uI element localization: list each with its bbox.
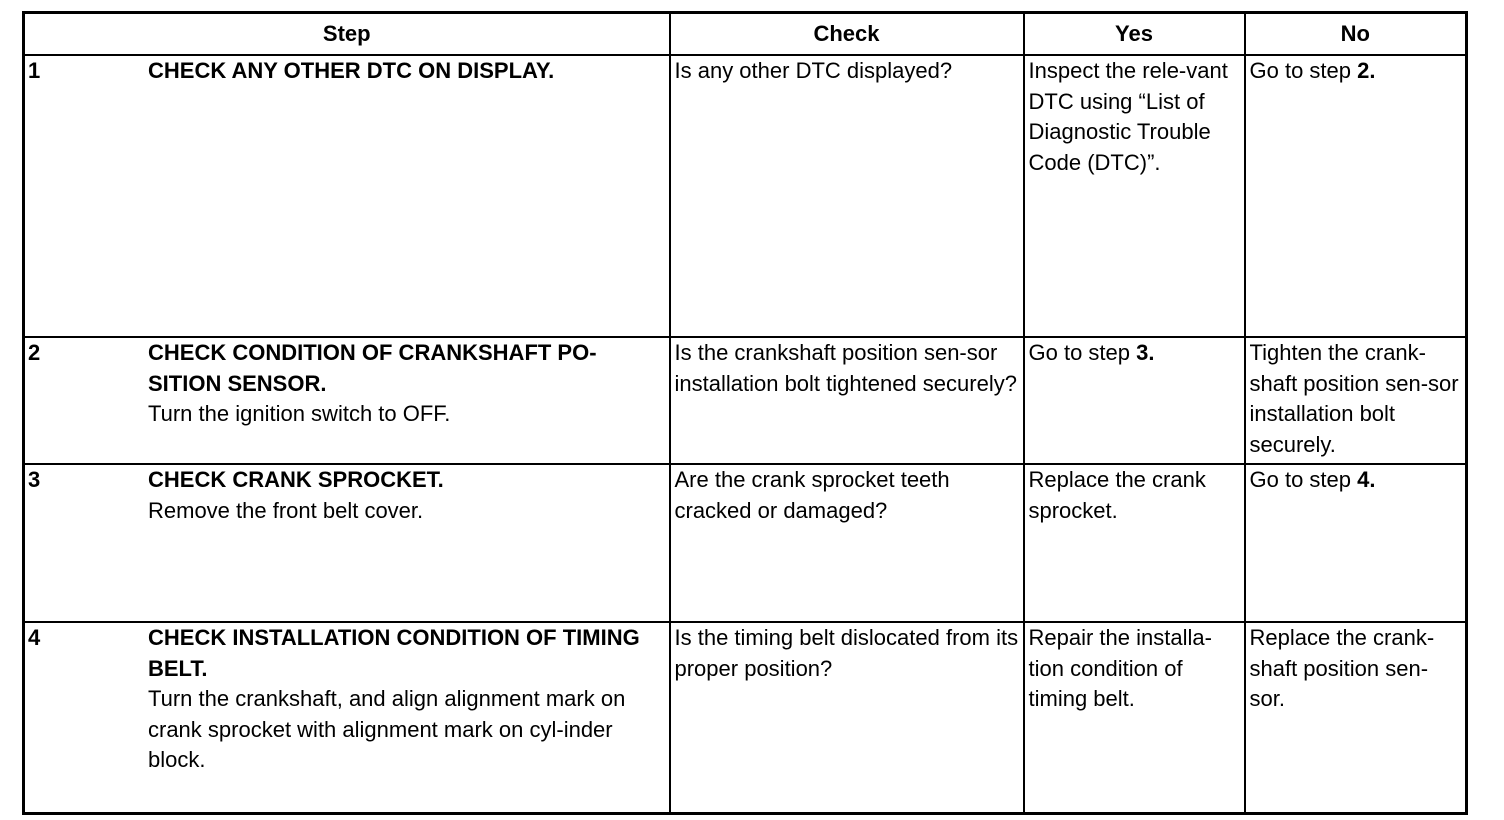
step-instruction: Remove the front belt cover. bbox=[148, 497, 424, 523]
check-text: Is any other DTC displayed? bbox=[674, 58, 953, 83]
step-number: 2 bbox=[28, 340, 41, 365]
step-instruction: Turn the crankshaft, and align alignment mark on crank sprocket with alignment mark on cyl-inder block. bbox=[148, 686, 626, 772]
yes-cell bbox=[1024, 337, 1245, 464]
step-action: CHECK CRANK SPROCKET. bbox=[148, 467, 444, 492]
no-cell bbox=[1245, 622, 1467, 813]
no-text: Tighten the crank-shaft position sen-sor installation bolt securely. bbox=[1249, 340, 1459, 457]
no-text bbox=[1246, 56, 1466, 87]
check-text: Is the timing belt dislocated from its proper position? bbox=[674, 625, 1019, 681]
no-text bbox=[1246, 465, 1466, 496]
check-cell bbox=[670, 622, 1024, 813]
step-cell bbox=[24, 337, 670, 464]
no-cell bbox=[1245, 464, 1467, 622]
yes-cell bbox=[1024, 464, 1245, 622]
yes-prefix: Go to step bbox=[1028, 340, 1137, 365]
step-cell bbox=[24, 464, 670, 622]
step-number: 4 bbox=[28, 625, 41, 650]
yes-text bbox=[1025, 338, 1244, 369]
yes-step-ref: 3. bbox=[1136, 340, 1155, 365]
yes-text: Inspect the rele-vant DTC using “List of Diagnostic Trouble Code (DTC)”. bbox=[1028, 58, 1228, 175]
table-row bbox=[24, 337, 1467, 464]
header-no: No bbox=[1245, 13, 1467, 56]
check-cell bbox=[670, 464, 1024, 622]
no-prefix: Go to step bbox=[1249, 467, 1358, 492]
step-instruction: Turn the ignition switch to OFF. bbox=[148, 401, 451, 426]
no-step-ref: 4. bbox=[1357, 467, 1376, 492]
header-step: Step bbox=[24, 13, 670, 56]
header-row bbox=[24, 13, 1467, 56]
no-step-ref: 2. bbox=[1357, 58, 1376, 83]
header-yes: Yes bbox=[1024, 13, 1245, 56]
yes-cell bbox=[1024, 55, 1245, 337]
step-action: CHECK CONDITION OF CRANKSHAFT PO-SITION SENSOR. bbox=[148, 340, 597, 396]
check-text: Is the crankshaft position sen-sor installation bolt tightened securely? bbox=[674, 340, 1017, 396]
yes-cell bbox=[1024, 622, 1245, 813]
diagnostic-table bbox=[22, 11, 1468, 815]
header-check: Check bbox=[670, 13, 1024, 56]
table-row bbox=[24, 55, 1467, 337]
no-cell bbox=[1245, 55, 1467, 337]
yes-text: Replace the crank sprocket. bbox=[1028, 467, 1206, 523]
step-cell bbox=[24, 622, 670, 813]
table-row bbox=[24, 622, 1467, 813]
check-cell bbox=[670, 55, 1024, 337]
no-prefix: Go to step bbox=[1249, 58, 1358, 83]
no-text: Replace the crank-shaft position sen-sor. bbox=[1249, 625, 1435, 711]
step-cell bbox=[24, 55, 670, 337]
check-text: Are the crank sprocket teeth cracked or damaged? bbox=[674, 467, 950, 523]
table-row bbox=[24, 464, 1467, 622]
step-number: 1 bbox=[28, 58, 41, 83]
yes-text: Repair the installa-tion condition of timing belt. bbox=[1028, 625, 1212, 711]
step-number: 3 bbox=[28, 467, 41, 492]
step-action: CHECK INSTALLATION CONDITION OF TIMING BELT. bbox=[148, 625, 640, 681]
step-action: CHECK ANY OTHER DTC ON DISPLAY. bbox=[148, 58, 555, 83]
no-cell bbox=[1245, 337, 1467, 464]
check-cell bbox=[670, 337, 1024, 464]
